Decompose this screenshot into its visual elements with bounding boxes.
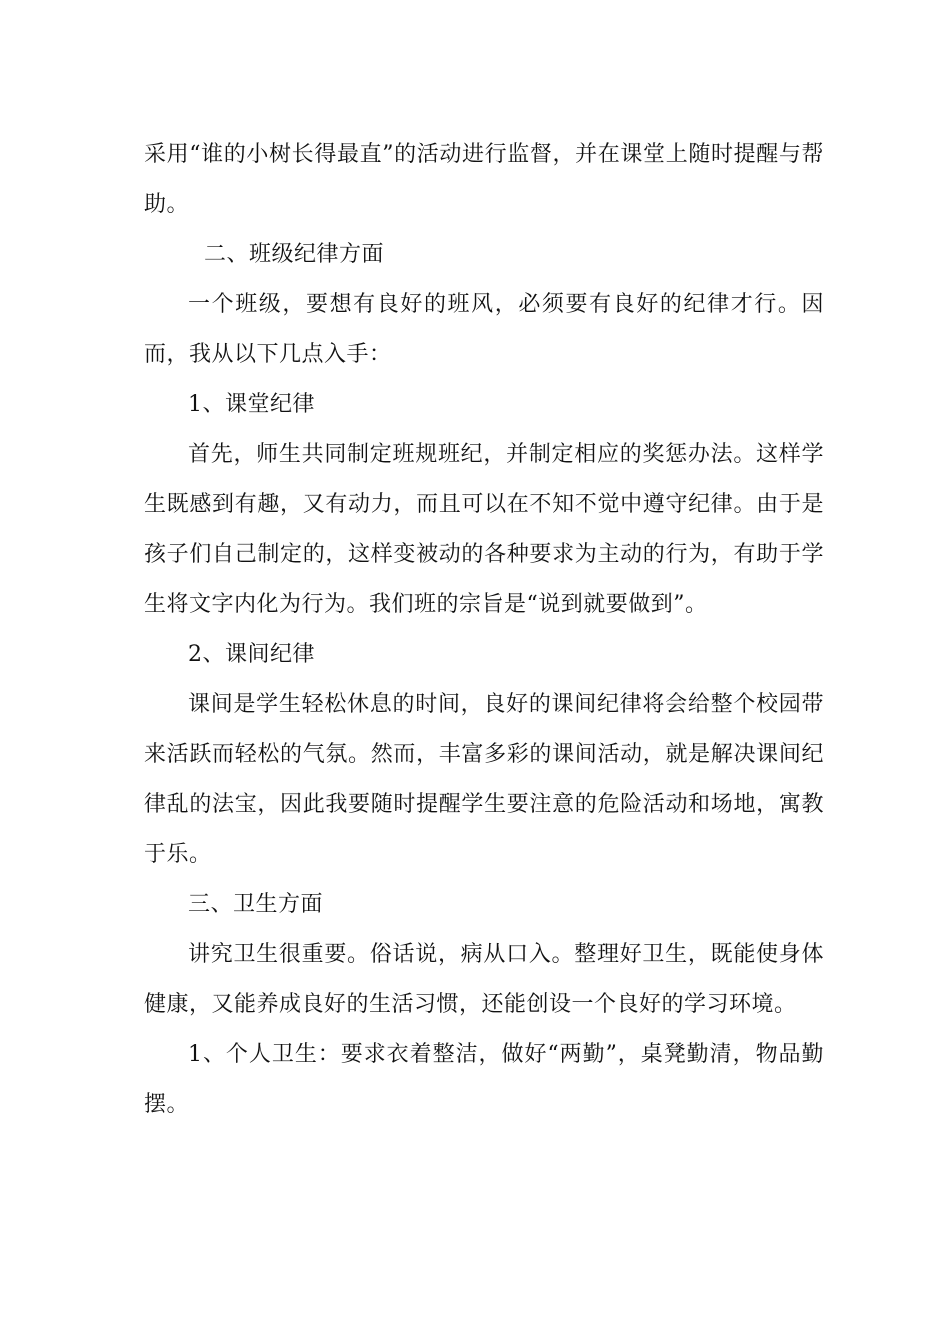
document-body [144,130,824,1130]
paragraph-hygiene-intro: 讲究卫生很重要。俗话说，病从口入。整理好卫生，既能使身体健康，又能养成良好的生活习惯，还能创设一个良好的学习环境。 [144,942,824,1017]
heading-hygiene: 三、卫生方面 [188,892,324,917]
paragraph-classroom-rules: 首先，师生共同制定班规班纪，并制定相应的奖惩办法。这样学生既感到有趣，又有动力，而且可以在不知不觉中遵守纪律。由于是孩子们自己制定的，这样变被动的各种要求为主动的行为，有助于学生将文字内化为行为。我们班的宗旨是“说到就要做到”。 [144,442,824,617]
paragraph-discipline-intro: 一个班级，要想有良好的班风，必须要有良好的纪律才行。因而，我从以下几点入手： [144,292,824,367]
paragraph-personal-hygiene: 1、个人卫生：要求衣着整洁，做好“两勤”，桌凳勤清，物品勤摆。 [144,1042,824,1117]
subheading-classroom-discipline: 1、课堂纪律 [188,392,315,417]
heading-class-discipline: 二、班级纪律方面 [204,242,385,267]
paragraph-break-activities: 课间是学生轻松休息的时间，良好的课间纪律将会给整个校园带来活跃而轻松的气氛。然而，丰富多彩的课间活动，就是解决课间纪律乱的法宝，因此我要随时提醒学生要注意的危险活动和场地，寓教于乐。 [144,692,824,867]
paragraph-supervision: 采用“谁的小树长得最直”的活动进行监督，并在课堂上随时提醒与帮助。 [144,142,824,217]
subheading-break-discipline: 2、课间纪律 [188,642,315,667]
